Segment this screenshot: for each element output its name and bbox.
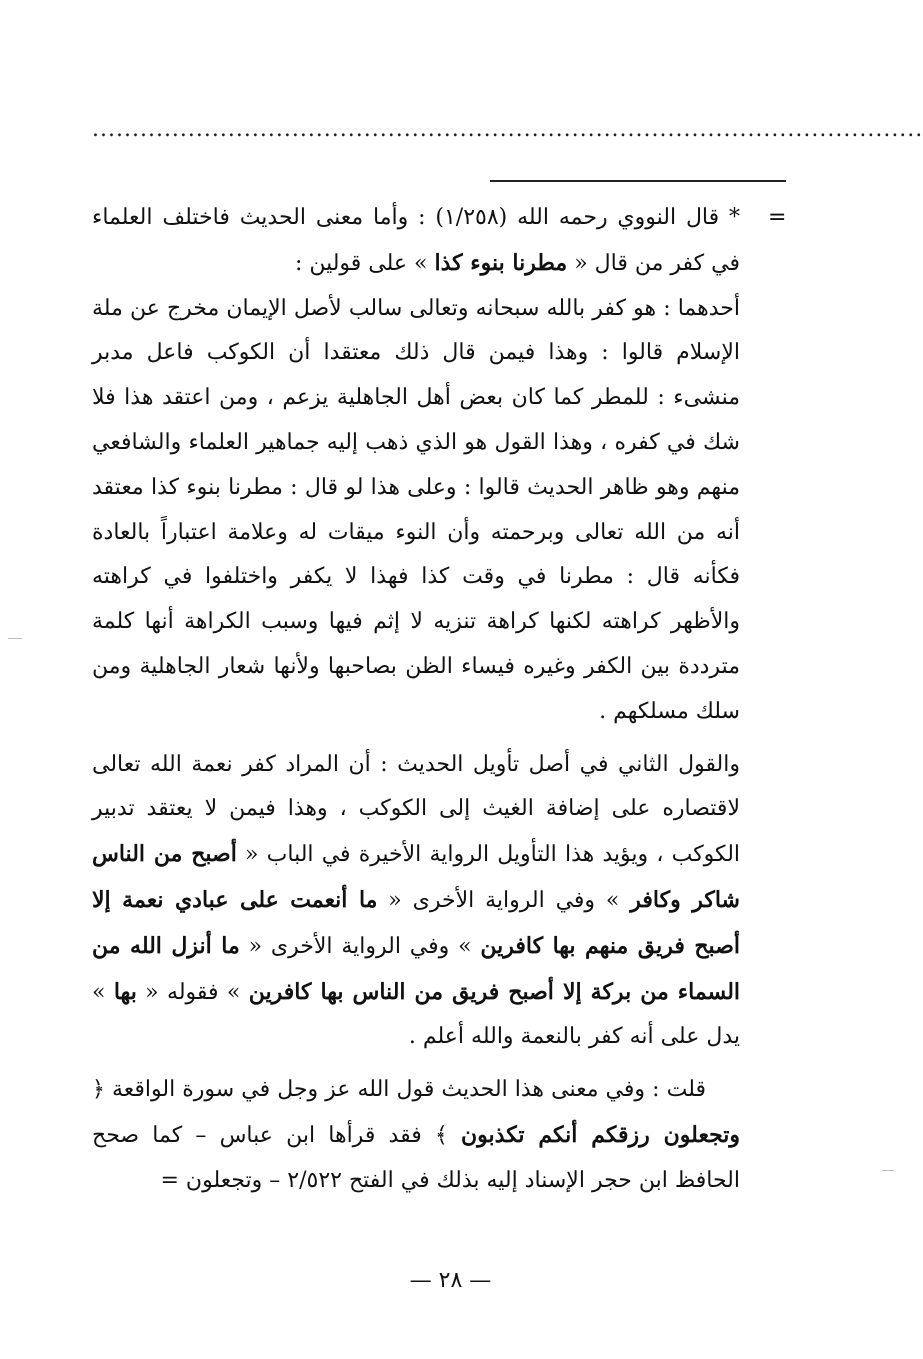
text-run: » وفي الرواية الأخرى « bbox=[377, 887, 631, 913]
quoted-phrase: ما أنزل الله من السماء من بركة إلا أصبح فريق من الناس بها كافرين bbox=[92, 932, 741, 1005]
quoted-phrase: بها bbox=[113, 978, 137, 1005]
text-run: » يدل على أنه كفر بالنعمة والله أعلم . bbox=[92, 979, 740, 1050]
quoted-phrase: مطرنا بنوء كذا bbox=[434, 249, 568, 276]
quoted-phrase: ما أنعمت على عبادي نعمة إلا أصبح فريق منهم بها كافرين bbox=[92, 886, 740, 959]
page-number: — ٢٨ — bbox=[409, 1268, 492, 1293]
quran-verse: وتجعلون رزقكم أنكم تكذبون bbox=[461, 1121, 741, 1148]
text-run: قلت : وفي معنى هذا الحديث قول الله عز وجل في سورة الواقعة ﴿ bbox=[92, 1077, 706, 1103]
footnote-paragraph-3 bbox=[92, 743, 740, 1061]
text-run: » على قولين : bbox=[294, 250, 435, 276]
text-run: » فقوله « bbox=[136, 979, 249, 1005]
footnote-rule bbox=[490, 180, 786, 182]
continuation-mark: = bbox=[768, 205, 787, 230]
quoted-phrase: أصبح من الناس شاكر وكافر bbox=[92, 841, 740, 913]
scan-mark bbox=[882, 1170, 894, 1171]
text-run: * قال النووي رحمه الله (١/٢٥٨) : وأما معنى الحديث فاختلف العلماء في كفر من قال « bbox=[92, 205, 741, 276]
text-run: ﴾ فقد قرأها ابن عباس – كما صحح الحافظ ابن حجر الإسناد إليه بذلك في الفتح ٢/٥٢٢ – وتجعلون = bbox=[92, 1122, 740, 1193]
footnote-body bbox=[92, 196, 740, 1204]
scan-mark bbox=[8, 638, 22, 639]
footnote-paragraph-1 bbox=[92, 196, 740, 287]
footnote-paragraph-2: أحدهما : هو كفر بالله سبحانه وتعالى سالب لأصل الإيمان مخرج عن ملة الإسلام قالوا : وهذا فيمن قال ذلك معتقدا أن الكوكب فاعل مدبر منشىء : للمطر كما كان بعض أهل الجاهلية يزعم ، ومن اعتقد هذا فلا شك في كفره ، وهذا القول هو الذي ذهب إليه جماهير العلماء والشافعي منهم وهو ظاهر الحديث قالوا : وعلى هذا لو قال : مطرنا بنوء كذا معتقد أنه من الله تعالى وبرحمته وأن النوء ميقات له وعلامة اعتباراً بالعادة فكأنه قال : مطرنا في وقت كذا فهذا لا يكفر واختلفوا في كراهته والأظهر كراهته لكنها كراهة تنزيه لا إثم فيها وسبب الكراهة أنها كلمة مترددة بين الكفر وغيره فيساء الظن بصاحبها ولأنها شعار الجاهلية ومن سلك مسلكهم . bbox=[92, 295, 740, 724]
text-run: » وفي الرواية الأخرى « bbox=[239, 933, 481, 959]
footnote-paragraph-4 bbox=[92, 1068, 740, 1203]
dotted-separator: ........................................................................................................ bbox=[92, 117, 923, 142]
text-run: والقول الثاني في أصل تأويل الحديث : أن المراد كفر نعمة الله تعالى لاقتصاره على إضافة الغيث إلى الكوكب ، وهذا فيمن لا يعتقد تدبير الكوكب ، ويؤيد هذا التأويل الرواية الأخيرة في الباب « bbox=[92, 751, 741, 868]
